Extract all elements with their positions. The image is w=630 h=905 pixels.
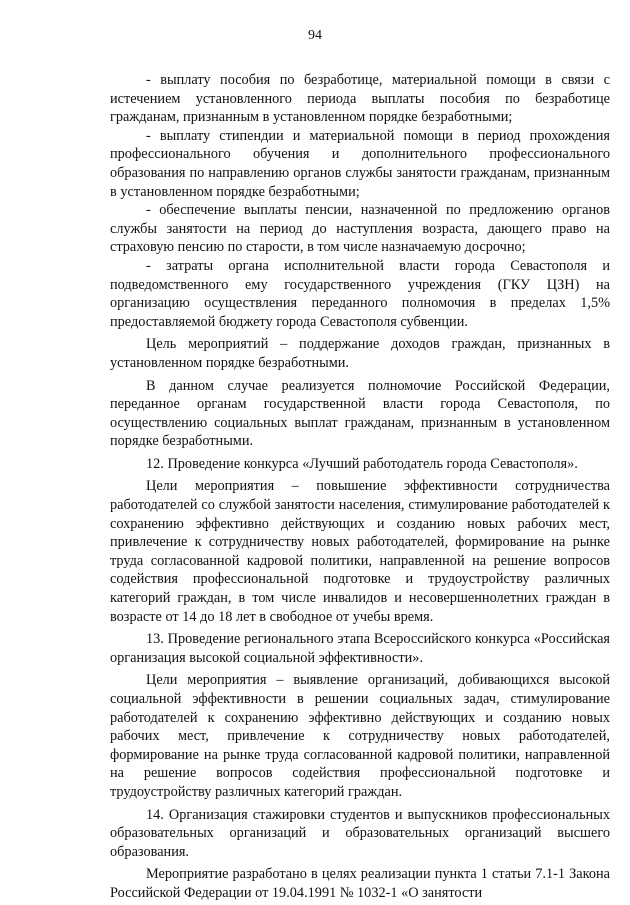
item-14-heading: 14. Организация стажировки студентов и выпускников профессиональных образовательных организаций и образовательных организаций высшего образования. — [110, 806, 610, 860]
page-number: 94 — [308, 28, 322, 43]
paragraph-federal-authority: В данном случае реализуется полномочие Российской Федерации, переданное органам государственной власти города Севастополя, по осуществлению социальных выплат гражданам, признанным в установленном порядке безработными. — [110, 377, 610, 450]
bullet-administrative-costs: - затраты органа исполнительной власти города Севастополя и подведомственного ему государственного учреждения (ГКУ ЦЗН) на организацию осуществления переданного полномочия в пределах 1,5% предоставляемой бюджету города Севастополя субвенции. — [110, 257, 610, 330]
document-body — [110, 71, 610, 903]
item-12-heading: 12. Проведение конкурса «Лучший работодатель города Севастополя». — [146, 455, 578, 472]
bullet-scholarship-payment: - выплату стипендии и материальной помощи в период прохождения профессионального обучения и дополнительного профессионального образования по направлению органов службы занятости гражданам, признанным в установленном порядке безработными; — [110, 127, 610, 200]
paragraph-goals-item-12: Цели мероприятия – повышение эффективности сотрудничества работодателей со службой занятости населения, стимулирование работодателей к сохранению эффективно действующих и созданию новых рабочих мест, привлечение к сотрудничеству новых работодателей, формирование на рынке труда согласованной кадровой политики, направленной на решение вопросов содействия профессиональной подготовке и трудоустройству различных категорий граждан, в том числе инвалидов и несовершеннолетних граждан в возрасте от 14 до 18 лет в свободное от учебы время. — [110, 478, 610, 625]
paragraph-law-reference: Мероприятие разработано в целях реализации пункта 1 статьи 7.1-1 Закона Российской Федерации от 19.04.1991 № 1032-1 «О занятости — [110, 866, 610, 901]
paragraph-goal-income-support: Цель мероприятий – поддержание доходов граждан, признанных в установленном порядке безработными. — [110, 336, 610, 371]
item-13-heading: 13. Проведение регионального этапа Всероссийского конкурса «Российская организация высокой социальной эффективности». — [110, 631, 610, 666]
bullet-unemployment-benefit: - выплату пособия по безработице, материальной помощи в связи с истечением установленного периода выплаты пособия по безработице гражданам, признанным в установленном порядке безработными; — [110, 72, 610, 126]
paragraph-goals-item-13: Цели мероприятия – выявление организаций, добивающихся высокой социальной эффективности в решении социальных задач, стимулирование работодателей к сохранению эффективно действующих и созданию новых рабочих мест, привлечение к сотрудничеству новых работодателей, формирование на рынке труда согласованной кадровой политики, направленной на решение вопросов содействия профессиональной подготовке и трудоустройству различных категорий граждан. — [110, 672, 610, 800]
bullet-pension-payment: - обеспечение выплаты пенсии, назначенной по предложению органов службы занятости на период до наступления возраста, дающего право на страховую пенсию по старости, в том числе назначаемую досрочно; — [110, 202, 610, 256]
